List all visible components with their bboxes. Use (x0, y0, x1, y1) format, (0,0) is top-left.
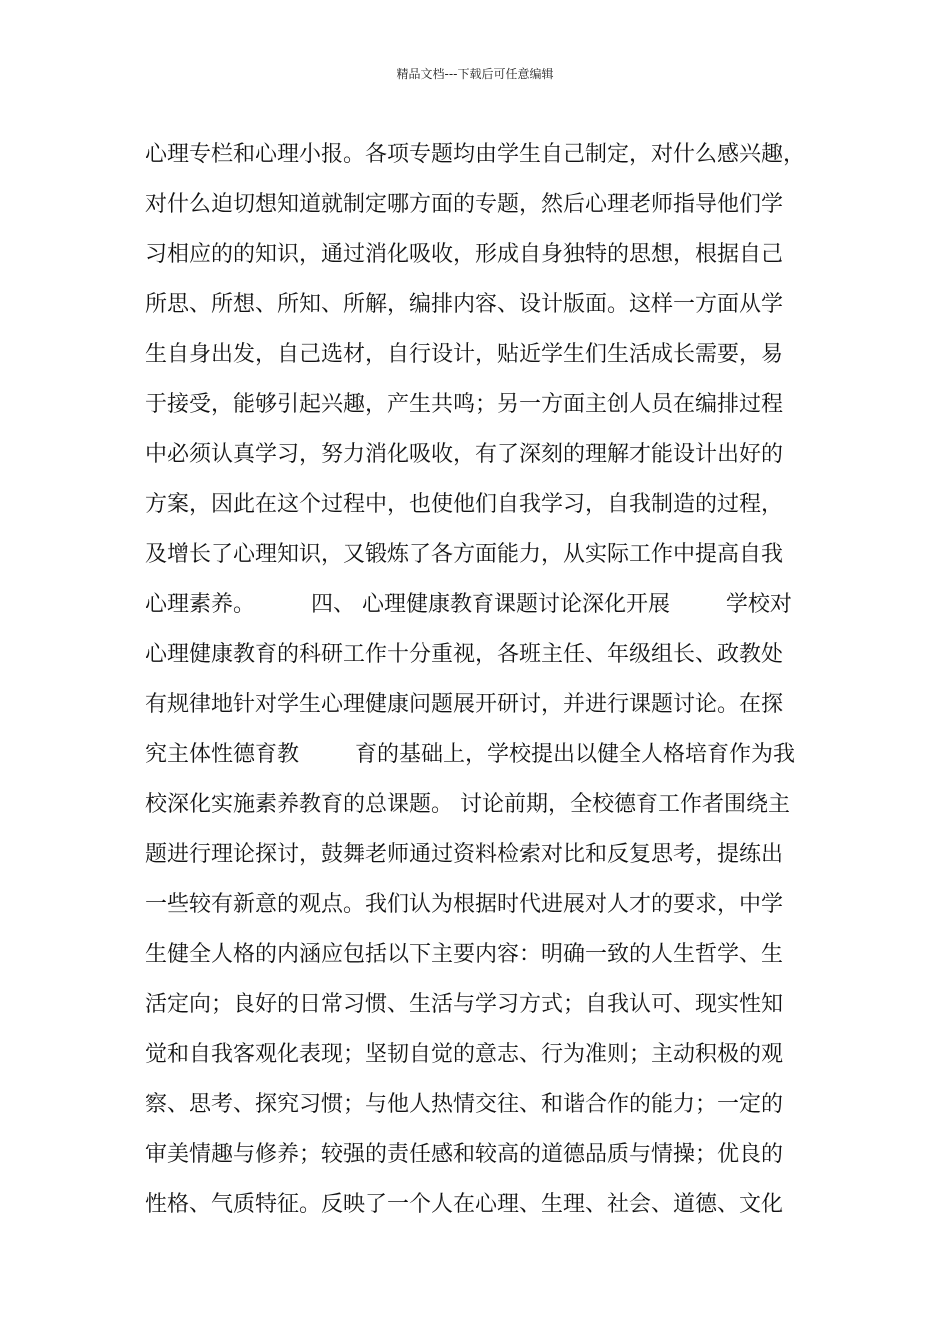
text-line: 中必须认真学习，努力消化吸收，有了深刻的理解才能设计出好的 (145, 442, 784, 467)
text-line: 生健全人格的内涵应包括以下主要内容：明确一致的人生哲学、生 (145, 942, 784, 967)
text-line: 觉和自我客观化表现；坚韧自觉的意志、行为准则；主动积极的观 (145, 1042, 784, 1067)
text-line: 方案，因此在这个过程中，也使他们自我学习，自我制造的过程， (145, 492, 784, 517)
text-line: 所思、所想、所知、所解，编排内容、设计版面。这样一方面从学 (145, 292, 784, 317)
text-line: 究主体性德育教 育的基础上，学校提出以健全人格培育作为我 (145, 742, 795, 767)
text-line: 生自身出发，自己选材，自行设计，贴近学生们生活成长需要，易 (145, 342, 784, 367)
text-line: 对什么迫切想知道就制定哪方面的专题，然后心理老师指导他们学 (145, 192, 784, 217)
text-line: 一些较有新意的观点。我们认为根据时代进展对人才的要求，中学 (145, 892, 784, 917)
text-line: 心理专栏和心理小报。各项专题均由学生自己制定，对什么感兴趣， (145, 142, 806, 167)
text-line: 活定向；良好的日常习惯、生活与学习方式；自我认可、现实性知 (145, 992, 784, 1017)
text-line: 于接受，能够引起兴趣，产生共鸣；另一方面主创人员在编排过程 (145, 392, 784, 417)
text-line: 题进行理论探讨，鼓舞老师通过资料检索对比和反复思考，提练出 (145, 842, 784, 867)
text-line: 性格、气质特征。反映了一个人在心理、生理、社会、道德、文化 (145, 1192, 784, 1217)
text-line: 有规律地针对学生心理健康问题展开研讨，并进行课题讨论。在探 (145, 692, 784, 717)
text-line: 习相应的的知识，通过消化吸收，形成自身独特的思想，根据自己 (145, 242, 784, 267)
text-line: 心理素养。 四、 心理健康教育课题讨论深化开展 学校对 (145, 592, 792, 617)
text-line: 审美情趣与修养；较强的责任感和较高的道德品质与情操；优良的 (145, 1142, 784, 1167)
page-header: 精品文档---下载后可任意编辑 (396, 67, 554, 81)
text-line: 校深化实施素养教育的总课题。 讨论前期，全校德育工作者围绕主 (145, 792, 790, 817)
text-line: 心理健康教育的科研工作十分重视，各班主任、年级组长、政教处 (145, 642, 784, 667)
text-line: 察、思考、探究习惯；与他人热情交往、和谐合作的能力；一定的 (145, 1092, 784, 1117)
text-line: 及增长了心理知识，又锻炼了各方面能力，从实际工作中提高自我 (145, 542, 784, 567)
body-text (145, 130, 815, 1230)
